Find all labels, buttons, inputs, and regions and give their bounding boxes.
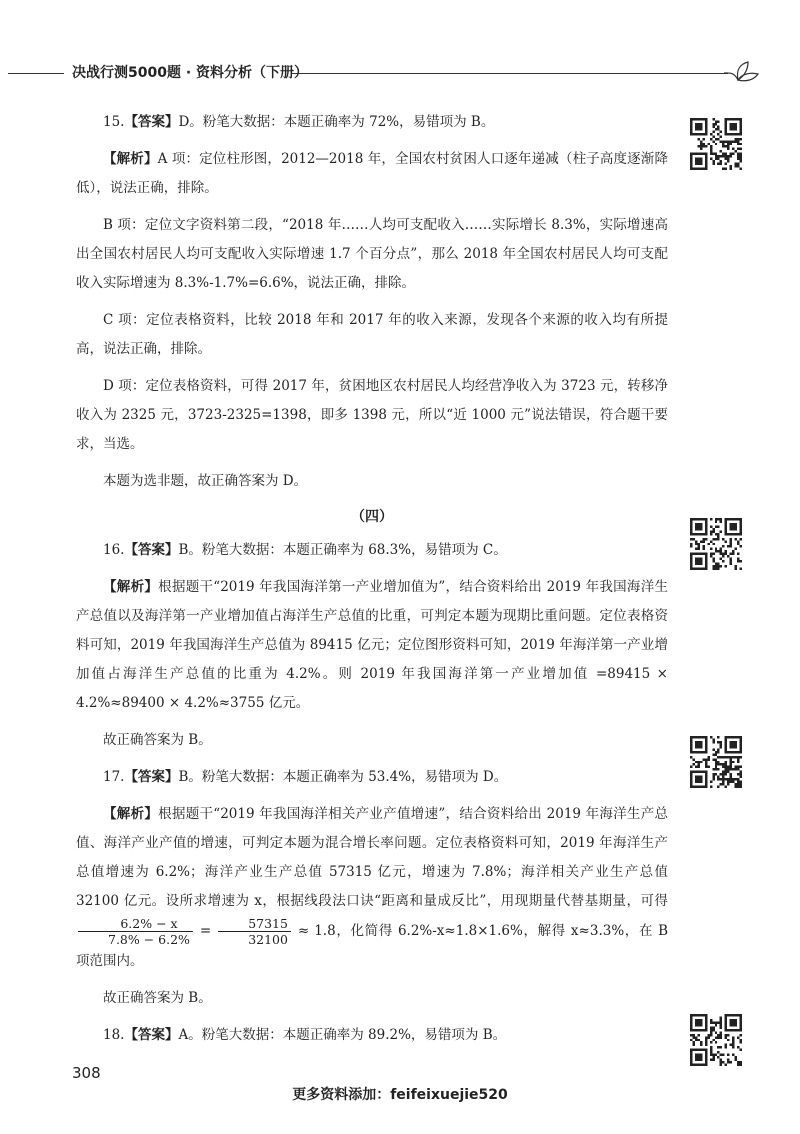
q16-analysis-text: 根据题干“2019 年我国海洋第一产业增加值为”，结合资料给出 2019 年我国海洋生产总值以及海洋第一产业增加值占海洋生产总值的比重，可判定本题为现期比重问题。定位表格资料可知，2019 年我国海洋生产总值为 89415 亿元；定位图形资料可知，2019 年海洋第一产业增加值占海洋生产总值的比重为 4.2%。则 2019 年我国海洋第一产业增加值 =89415 × 4.2%≈89400 × 4.2%≈3755 亿元。 [76, 579, 669, 711]
header-rule-right [292, 73, 728, 74]
q17-number: 17. [103, 769, 125, 785]
equals-sign: = [199, 923, 212, 939]
q17-answer-text: B。粉笔大数据：本题正确率为 53.4%，易错项为 D。 [178, 769, 508, 785]
q17-analysis-pre: 根据题干“2019 年我国海洋相关产业产值增速”，结合资料给出 2019 年海洋生产总值、海洋产业产值的增速，可判定本题为混合增长率问题。定位表格资料可知，2019 年海洋生产总值增速为 6.2%；海洋产业生产总值 57315 亿元，增速为 7.8%；海洋相关产业生产总值 32100 亿元。设所求增速为 x，根据线段法口诀“距离和量成反比”，用现期量代替基期量，可得 [76, 806, 669, 909]
q17-conclusion: 故正确答案为 B。 [103, 990, 212, 1006]
q15-option-a-text: A 项：定位柱形图，2012—2018 年，全国农村贫困人口逐年递减（柱子高度逐渐降低），说法正确，排除。 [76, 151, 668, 196]
q15-option-c: C 项：定位表格资料，比较 2018 年和 2017 年的收入来源，发现各个来源的收入均有所提高，说法正确，排除。 [76, 312, 668, 357]
running-header [0, 58, 800, 88]
qr-code-q17[interactable] [690, 736, 742, 788]
q16-analysis [76, 573, 668, 718]
qr-code-q15[interactable] [690, 118, 742, 170]
q15-answer-line [76, 108, 668, 137]
q15-analysis-a [76, 145, 668, 203]
header-rule-left [8, 73, 64, 74]
section-title: （四） [351, 509, 393, 525]
q17-analysis-post: ，化简得 6.2%-x≈1.8×1.6%，解得 x≈3.3%，在 B 项范围内。 [76, 923, 669, 969]
page-number: 308 [72, 1064, 101, 1082]
q15-analysis-label: 【解析】 [103, 151, 158, 167]
q15-number: 15. [103, 114, 125, 130]
q16-conclusion: 故正确答案为 B。 [103, 732, 212, 748]
q15-answer-label: 【答案】 [124, 114, 179, 130]
q16-answer-text: B。粉笔大数据：本题正确率为 68.3%，易错项为 C。 [178, 542, 507, 558]
fraction-output-numerator: 57315 [218, 916, 291, 932]
approx-value: ≈ 1.8 [297, 923, 336, 939]
footer-note: 更多资料添加：feifeixuejie520 [292, 1087, 508, 1103]
qr-code-q18[interactable] [690, 1014, 742, 1066]
q15-conclusion: 本题为选非题，故正确答案为 D。 [103, 473, 308, 489]
fraction-growth [78, 916, 193, 947]
fraction-output-denominator: 32100 [248, 932, 288, 947]
q15-answer-text: D。粉笔大数据：本题正确率为 72%，易错项为 B。 [178, 114, 495, 130]
q15-option-d: D 项：定位表格资料，可得 2017 年，贫困地区农村居民人均经营净收入为 3723 元，转移净收入为 2325 元，3723-2325=1398，即多 1398 元，所以“近 1000 元”说法错误，符合题干要求，当选。 [76, 378, 668, 452]
leaf-icon [722, 58, 762, 88]
q17-answer-line [76, 763, 668, 792]
q17-analysis [76, 800, 668, 976]
q18-number: 18. [103, 1027, 125, 1043]
qr-code-q16[interactable] [690, 518, 742, 570]
fraction-growth-denominator: 7.8% − 6.2% [108, 932, 190, 947]
q16-analysis-label: 【解析】 [103, 579, 159, 595]
fraction-output [218, 916, 291, 947]
q18-answer-line [76, 1021, 668, 1050]
q17-answer-label: 【答案】 [124, 769, 179, 785]
fraction-growth-numerator: 6.2% − x [78, 916, 193, 932]
q16-number: 16. [103, 542, 125, 558]
q15-option-b: B 项：定位文字资料第二段，“2018 年……人均可支配收入……实际增长 8.3%，实际增速高出全国农村居民人均可支配收入实际增速 1.7 个百分点”，那么 2018 年全国农村居民人均可支配收入实际增速为 8.3%-1.7%=6.6%，说法正确，排除。 [76, 217, 668, 291]
q18-answer-text: A。粉笔大数据：本题正确率为 89.2%，易错项为 B。 [178, 1027, 507, 1043]
header-title: 决战行测5000题 · 资料分析（下册） [72, 65, 309, 81]
q17-analysis-label: 【解析】 [103, 806, 159, 822]
q18-answer-label: 【答案】 [124, 1027, 179, 1043]
q16-answer-label: 【答案】 [124, 542, 179, 558]
q16-answer-line [76, 536, 668, 565]
solutions-content [76, 108, 668, 1058]
